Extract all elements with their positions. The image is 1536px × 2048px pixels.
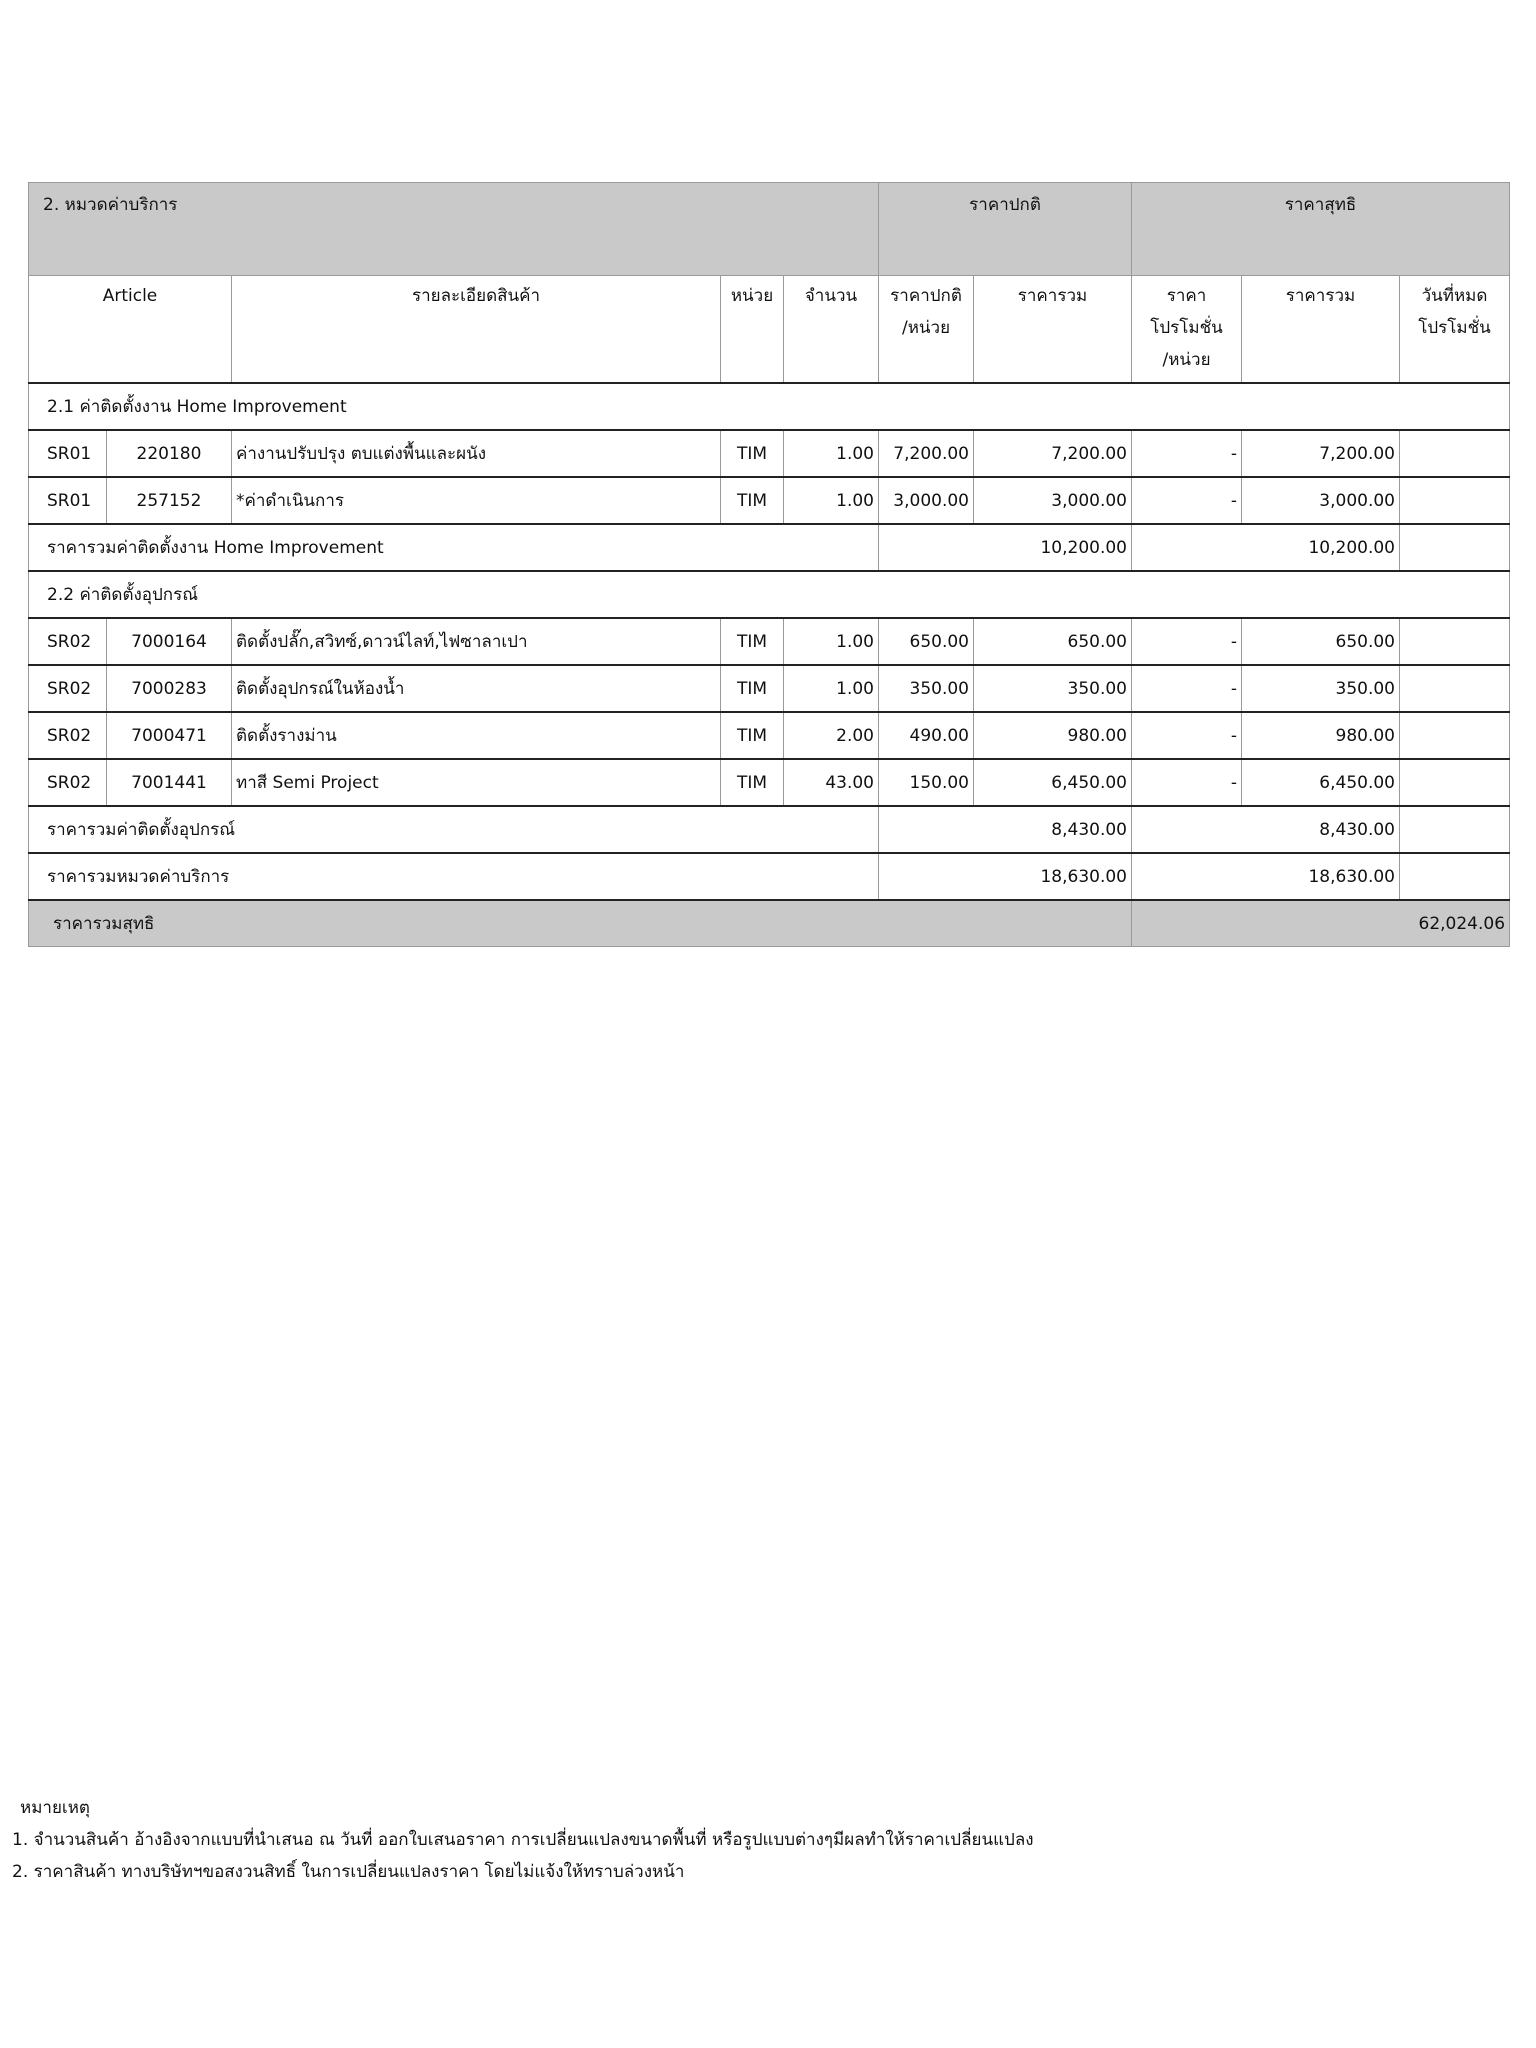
subtotal-label: ราคารวมค่าติดตั้งงาน Home Improvement: [29, 524, 879, 571]
col-promo-line1: ราคา: [1166, 286, 1207, 306]
subtotal-regular: 10,200.00: [879, 524, 1132, 571]
category-total-regular: 18,630.00: [879, 853, 1132, 900]
item-unit-price: 650.00: [879, 618, 974, 665]
subtotal-regular: 8,430.00: [879, 806, 1132, 853]
category-title: 2. หมวดค่าบริการ: [29, 183, 879, 276]
item-description: *ค่าดำเนินการ: [232, 477, 721, 524]
item-code: SR02: [29, 618, 107, 665]
table-row: [29, 618, 1510, 665]
net-price-group-header: ราคาสุทธิ: [1132, 183, 1510, 276]
section-header: [29, 571, 1510, 618]
note-line-2: 2. ราคาสินค้า ทางบริษัทฯขอสงวนสิทธิ์ ในการเปลี่ยนแปลงราคา โดยไม่แจ้งให้ทราบล่วงหน้า: [12, 1862, 685, 1882]
item-promo-end: [1400, 759, 1510, 806]
item-net-total: 650.00: [1242, 618, 1400, 665]
notes-title: หมายเหตุ: [20, 1798, 90, 1818]
col-regular-unit-price: [879, 276, 974, 384]
item-code: SR02: [29, 712, 107, 759]
col-promo-unit-price: [1132, 276, 1242, 384]
col-unit: หน่วย: [721, 276, 784, 384]
section-subtotal-row: [29, 806, 1510, 853]
item-promo-price: -: [1132, 618, 1242, 665]
item-total: 3,000.00: [974, 477, 1132, 524]
item-net-total: 7,200.00: [1242, 430, 1400, 477]
item-code: SR01: [29, 477, 107, 524]
col-description: รายละเอียดสินค้า: [232, 276, 721, 384]
subtotal-promo-end: [1400, 806, 1510, 853]
col-regular-unit-price-line2: /หน่วย: [901, 318, 951, 338]
section-subtotal-row: [29, 524, 1510, 571]
item-unit-price: 7,200.00: [879, 430, 974, 477]
col-promo-end: [1400, 276, 1510, 384]
item-promo-end: [1400, 430, 1510, 477]
subtotal-net: 8,430.00: [1132, 806, 1400, 853]
item-article: 220180: [107, 430, 232, 477]
item-unit: TIM: [721, 712, 784, 759]
col-regular-unit-price-line1: ราคาปกติ: [890, 286, 962, 306]
item-code: SR01: [29, 430, 107, 477]
item-unit: TIM: [721, 430, 784, 477]
category-total-row: [29, 853, 1510, 900]
item-net-total: 6,450.00: [1242, 759, 1400, 806]
item-quantity: 43.00: [784, 759, 879, 806]
grand-total-row: [29, 900, 1510, 947]
table-row: [29, 665, 1510, 712]
item-promo-price: -: [1132, 430, 1242, 477]
item-code: SR02: [29, 665, 107, 712]
quotation-body: [29, 183, 1510, 947]
col-net-total: ราคารวม: [1242, 276, 1400, 384]
item-description: ติดตั้งปลั๊ก,สวิทซ์,ดาวน์ไลท์,ไฟซาลาเปา: [232, 618, 721, 665]
item-unit: TIM: [721, 759, 784, 806]
item-promo-price: -: [1132, 712, 1242, 759]
col-quantity: จำนวน: [784, 276, 879, 384]
section-title: 2.1 ค่าติดตั้งงาน Home Improvement: [29, 383, 1510, 430]
item-article: 7000283: [107, 665, 232, 712]
subtotal-net: 10,200.00: [1132, 524, 1400, 571]
col-promo-end-line1: วันที่หมด: [1421, 286, 1488, 306]
item-total: 650.00: [974, 618, 1132, 665]
item-article: 257152: [107, 477, 232, 524]
quotation-table: [28, 182, 1510, 947]
item-article: 7000164: [107, 618, 232, 665]
header-band: [29, 183, 1510, 276]
item-promo-price: -: [1132, 759, 1242, 806]
col-regular-total: ราคารวม: [974, 276, 1132, 384]
col-promo-line3: /หน่วย: [1162, 350, 1211, 370]
subtotal-promo-end: [1400, 524, 1510, 571]
item-unit: TIM: [721, 477, 784, 524]
table-row: [29, 477, 1510, 524]
notes-section: [12, 1792, 1412, 1888]
col-promo-end-line2: โปรโมชั่น: [1418, 318, 1491, 338]
category-total-label: ราคารวมหมวดค่าบริการ: [29, 853, 879, 900]
item-promo-end: [1400, 665, 1510, 712]
table-row: [29, 712, 1510, 759]
item-promo-end: [1400, 712, 1510, 759]
section-header: [29, 383, 1510, 430]
item-net-total: 350.00: [1242, 665, 1400, 712]
col-article: Article: [29, 276, 232, 384]
grand-total-value: 62,024.06: [1132, 900, 1510, 947]
item-quantity: 2.00: [784, 712, 879, 759]
item-unit-price: 150.00: [879, 759, 974, 806]
note-line-1: 1. จำนวนสินค้า อ้างอิงจากแบบที่นำเสนอ ณ วันที่ ออกใบเสนอราคา การเปลี่ยนแปลงขนาดพื้นที่ หรือรูปแบบต่างๆมีผลทำให้ราคาเปลี่ยนแปลง: [12, 1830, 1034, 1850]
item-description: ทาสี Semi Project: [232, 759, 721, 806]
item-quantity: 1.00: [784, 618, 879, 665]
column-header-row: [29, 276, 1510, 384]
item-unit: TIM: [721, 618, 784, 665]
item-total: 350.00: [974, 665, 1132, 712]
item-unit-price: 3,000.00: [879, 477, 974, 524]
item-description: ค่างานปรับปรุง ตบแต่งพื้นและผนัง: [232, 430, 721, 477]
item-description: ติดตั้งอุปกรณ์ในห้องน้ำ: [232, 665, 721, 712]
item-quantity: 1.00: [784, 665, 879, 712]
item-unit: TIM: [721, 665, 784, 712]
subtotal-label: ราคารวมค่าติดตั้งอุปกรณ์: [29, 806, 879, 853]
item-unit-price: 490.00: [879, 712, 974, 759]
table-row: [29, 430, 1510, 477]
item-total: 6,450.00: [974, 759, 1132, 806]
section-title: 2.2 ค่าติดตั้งอุปกรณ์: [29, 571, 1510, 618]
item-total: 980.00: [974, 712, 1132, 759]
item-promo-price: -: [1132, 665, 1242, 712]
item-total: 7,200.00: [974, 430, 1132, 477]
category-total-promo-end: [1400, 853, 1510, 900]
regular-price-group-header: ราคาปกติ: [879, 183, 1132, 276]
category-total-net: 18,630.00: [1132, 853, 1400, 900]
table-row: [29, 759, 1510, 806]
item-unit-price: 350.00: [879, 665, 974, 712]
item-promo-end: [1400, 477, 1510, 524]
grand-total-label: ราคารวมสุทธิ: [29, 900, 1132, 947]
item-promo-price: -: [1132, 477, 1242, 524]
item-net-total: 3,000.00: [1242, 477, 1400, 524]
item-article: 7000471: [107, 712, 232, 759]
item-quantity: 1.00: [784, 430, 879, 477]
item-article: 7001441: [107, 759, 232, 806]
item-net-total: 980.00: [1242, 712, 1400, 759]
item-code: SR02: [29, 759, 107, 806]
item-promo-end: [1400, 618, 1510, 665]
item-quantity: 1.00: [784, 477, 879, 524]
item-description: ติดตั้งรางม่าน: [232, 712, 721, 759]
col-promo-line2: โปรโมชั่น: [1150, 318, 1223, 338]
